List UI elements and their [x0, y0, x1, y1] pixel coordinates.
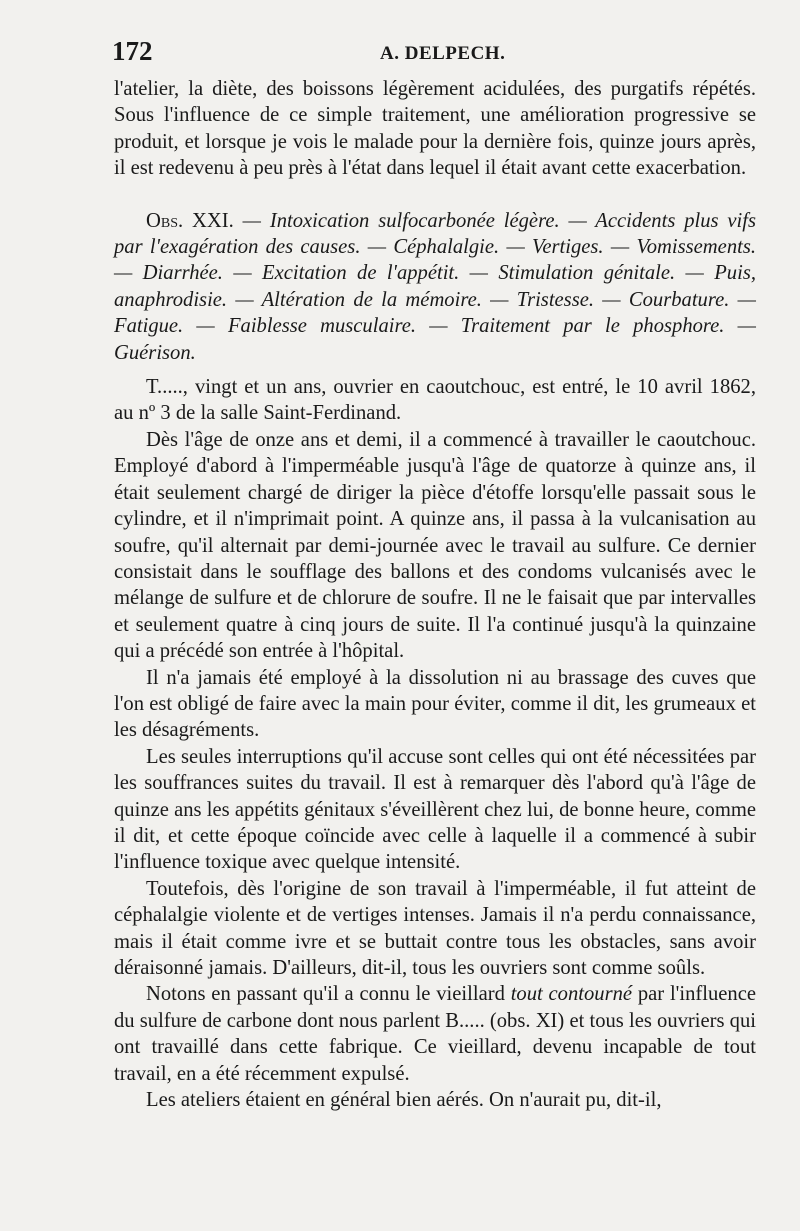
paragraph-old-man-start: Notons en passant qu'il a connu le vieillard [146, 983, 505, 1006]
running-header [112, 36, 752, 70]
observation-title: — Intoxication sulfocarbonée légère. — Accidents plus vifs par l'exagération des causes. — Céphalalgie. — Vertiges. — Vomissements. — Diarrhée. — Excitation de l'appétit. — Stimulation génitale. — Puis, anaphrodisie. — Altération de la mémoire. — Tristesse. — Courbature. — Fatigue. — Faiblesse musculaire. — Traitement par le phosphore. — Guérison. [114, 209, 757, 364]
paragraph-old-man-end: par l'influence du sulfure de carbone dont nous parlent B..... (obs. XI) et tous les ouvriers qui ont travaillé dans cette fabrique. Ce vieillard, devenu incapable de tout travail, en a été récemment expulsé. [114, 983, 756, 1085]
body-text [114, 76, 756, 1113]
running-head-author: A. DELPECH. [380, 43, 506, 64]
observation-heading [114, 208, 756, 366]
paragraph-symptoms: Toutefois, dès l'origine de son travail à l'imperméable, il fut atteint de céphalalgie violente et de vertiges intenses. Jamais il n'a perdu connaissance, mais il était comme ivre et se buttait contre tous les obstacles, sans avoir déraisonné jamais. D'ailleurs, dit-il, tous les ouvriers sont comme soûls. [114, 877, 756, 979]
paragraph-dissolution: Il n'a jamais été employé à la dissolution ni au brassage des cuves que l'on est obligé de faire avec la main pour éviter, comme il dit, les grumeaux et les désagréments. [114, 666, 756, 742]
observation-label: Obs. XXI. [146, 209, 234, 232]
paragraph-continuation: l'atelier, la diète, des boissons légèrement acidulées, des purgatifs répétés. Sous l'influence de ce simple traitement, une amélioration progressive se produit, et lorsque je vois le malade pour la dernière fois, quinze jours après, il est redevenu à peu près à l'état dans lequel il était avant cette exacerbation. [114, 78, 756, 180]
paragraph-interruptions: Les seules interruptions qu'il accuse sont celles qui ont été nécessitées par les souffrances suites du travail. Il est à remarquer dès l'abord qu'à l'âge de quinze ans les appétits génitaux s'éveillèrent chez lui, de bonne heure, comme il dit, et cette époque coïncide avec celle à laquelle il a commencé à subir l'influence toxique avec quelque intensité. [114, 745, 756, 874]
paragraph-work-history: Dès l'âge de onze ans et demi, il a commencé à travailler le caoutchouc. Employé d'abord à l'imperméable jusqu'à l'âge de quatorze à quinze ans, il était seulement chargé de diriger la pièce d'étoffe lorsqu'elle passait sous le cylindre, et il n'imprimait point. A quinze ans, il passa à la vulcanisation au soufre, qu'il alternait par demi-journée avec le travail au sulfure. Ce dernier consistait dans le soufflage des ballons et des condoms vulcanisés avec le mélange de sulfure et de chlorure de soufre. Il ne le faisait que par intervalles et seulement quatre à cinq jours de suite. Il l'a continué jusqu'à la quinzaine qui a précédé son entrée à l'hôpital. [114, 428, 756, 663]
page-number: 172 [112, 36, 153, 66]
paragraph-workshops: Les ateliers étaient en général bien aérés. On n'aurait pu, dit-il, [146, 1089, 662, 1112]
paragraph-patient-intro: T....., vingt et un ans, ouvrier en caoutchouc, est entré, le 10 avril 1862, au nº 3 de la salle Saint-Ferdinand. [114, 376, 756, 425]
italic-phrase: tout contourné [510, 983, 633, 1006]
paragraph-old-man [114, 981, 756, 1087]
